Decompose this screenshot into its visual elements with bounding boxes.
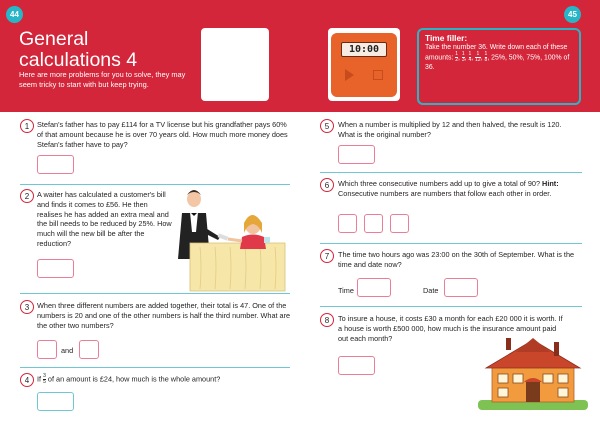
question-4-text — [37, 374, 292, 385]
play-icon — [345, 69, 354, 81]
divider — [320, 243, 582, 244]
fraction: $\frac{1}{12}$ — [475, 51, 481, 63]
house-illustration — [478, 330, 588, 412]
question-6-answer-box-2[interactable] — [364, 214, 383, 233]
timer-display: 10:00 — [341, 42, 387, 57]
timer-icon — [331, 33, 397, 97]
roof-gable — [516, 338, 550, 352]
fraction: $\frac{1}{8}$ — [484, 51, 488, 63]
question-6-text — [338, 179, 578, 199]
question-1-answer-box[interactable] — [37, 155, 74, 174]
glass-icon — [264, 237, 270, 243]
question-4-text-before: If — [37, 374, 42, 384]
window — [498, 374, 508, 383]
question-8-answer-box[interactable] — [338, 356, 375, 375]
question-1-text: Stefan's father has to pay £114 for a TV license but his grandfather pays 60% of that amount because he is over 70 years old. How much more money does Stefan's father have to pay? — [37, 120, 288, 149]
question-2-answer-box[interactable] — [37, 259, 74, 278]
window — [513, 374, 523, 383]
time-filler-percentages: , 25%, 50%, 75%, 100% of 36. — [425, 54, 570, 71]
question-1-number: 1 — [20, 119, 34, 133]
waiter-head — [187, 191, 201, 207]
and-label: and — [61, 346, 74, 355]
fraction: $\frac{3}{5}$ — [43, 373, 46, 385]
chimney — [554, 342, 559, 356]
question-7-number: 7 — [320, 249, 334, 263]
fraction: $\frac{1}{3}$ — [461, 51, 465, 63]
waiter-customer-illustration — [160, 185, 295, 293]
question-6-answer-box-1[interactable] — [338, 214, 357, 233]
time-label: Time — [338, 286, 354, 295]
divider — [320, 306, 582, 307]
divider — [20, 367, 290, 368]
time-filler-box — [417, 28, 581, 105]
chimney — [506, 338, 511, 350]
notes-box — [201, 28, 269, 101]
question-5-number: 5 — [320, 119, 334, 133]
question-6-answer-box-3[interactable] — [390, 214, 409, 233]
customer-top — [240, 235, 266, 250]
question-8-text: To insure a house, it costs £30 a month for each £20 000 it is worth. If a house is worth £500 000, how much is the insurance amount paid out each month? — [338, 314, 563, 343]
page-title: General calculations 4 — [19, 28, 138, 71]
fraction: $\frac{1}{4}$ — [468, 51, 472, 63]
question-4-answer-box[interactable] — [37, 392, 74, 411]
question-3-answer-box-1[interactable] — [37, 340, 57, 359]
hint-label: Hint: — [542, 179, 559, 188]
window — [543, 374, 553, 383]
time-filler-text: Take the number 36. Write down each of these amounts: $\frac{1}{2}$ , $\frac{1}{3}$ , $\frac{1}{4}$ , $\frac{1}{12}$ , $\frac{1}{8}$ , 25%, 50%, 75%, 100% of 36. — [425, 44, 570, 71]
intro-text: Here are more problems for you to solve, they may seem tricky to start with but keep trying. — [19, 70, 186, 89]
window — [498, 388, 508, 397]
question-6-number: 6 — [320, 178, 334, 192]
date-answer-box[interactable] — [444, 278, 478, 297]
page-number-left: 44 — [6, 6, 23, 23]
window — [558, 388, 568, 397]
question-5-answer-box[interactable] — [338, 145, 375, 164]
date-label: Date — [423, 286, 439, 295]
divider — [20, 293, 290, 294]
hint-text: Consecutive numbers are numbers that follow each other in order. — [338, 188, 552, 198]
question-7-text: The time two hours ago was 23:00 on the 30th of September. What is the time and date now? — [338, 250, 575, 269]
divider — [320, 172, 582, 173]
stop-icon — [373, 70, 383, 80]
time-filler-intro: Take the number 36. Write down each of these amounts: — [425, 44, 568, 62]
question-5-text: When a number is multiplied by 12 and then halved, the result is 120. What is the original number? — [338, 120, 562, 139]
page-number-right: 45 — [564, 6, 581, 23]
question-2-text: A waiter has calculated a customer's bill and finds it comes to £56. He then realises he has added an extra meal and the bill needs to be reduced by 25%. How much will the new bill be after the reduction? — [37, 190, 172, 248]
question-2-number: 2 — [20, 189, 34, 203]
question-6-question: Which three consecutive numbers add up to give a total of 90? — [338, 179, 541, 188]
table-cloth — [190, 243, 285, 291]
question-4-number: 4 — [20, 373, 34, 387]
window — [558, 374, 568, 383]
door — [526, 382, 540, 402]
question-3-number: 3 — [20, 300, 34, 314]
question-3-answer-box-2[interactable] — [79, 340, 99, 359]
fraction: $\frac{1}{2}$ — [455, 51, 459, 63]
question-3-text: When three different numbers are added together, their total is 47. One of the numbers is 20 and one of the other numbers is half the third number. What are the other two numbers? — [37, 301, 291, 330]
question-4-text-after: of an amount is £24, how much is the whole amount? — [47, 374, 221, 384]
time-answer-box[interactable] — [357, 278, 391, 297]
question-8-number: 8 — [320, 313, 334, 327]
customer-arm — [228, 239, 242, 241]
bill-icon — [218, 233, 229, 240]
time-filler-title: Time filler: — [425, 33, 468, 43]
